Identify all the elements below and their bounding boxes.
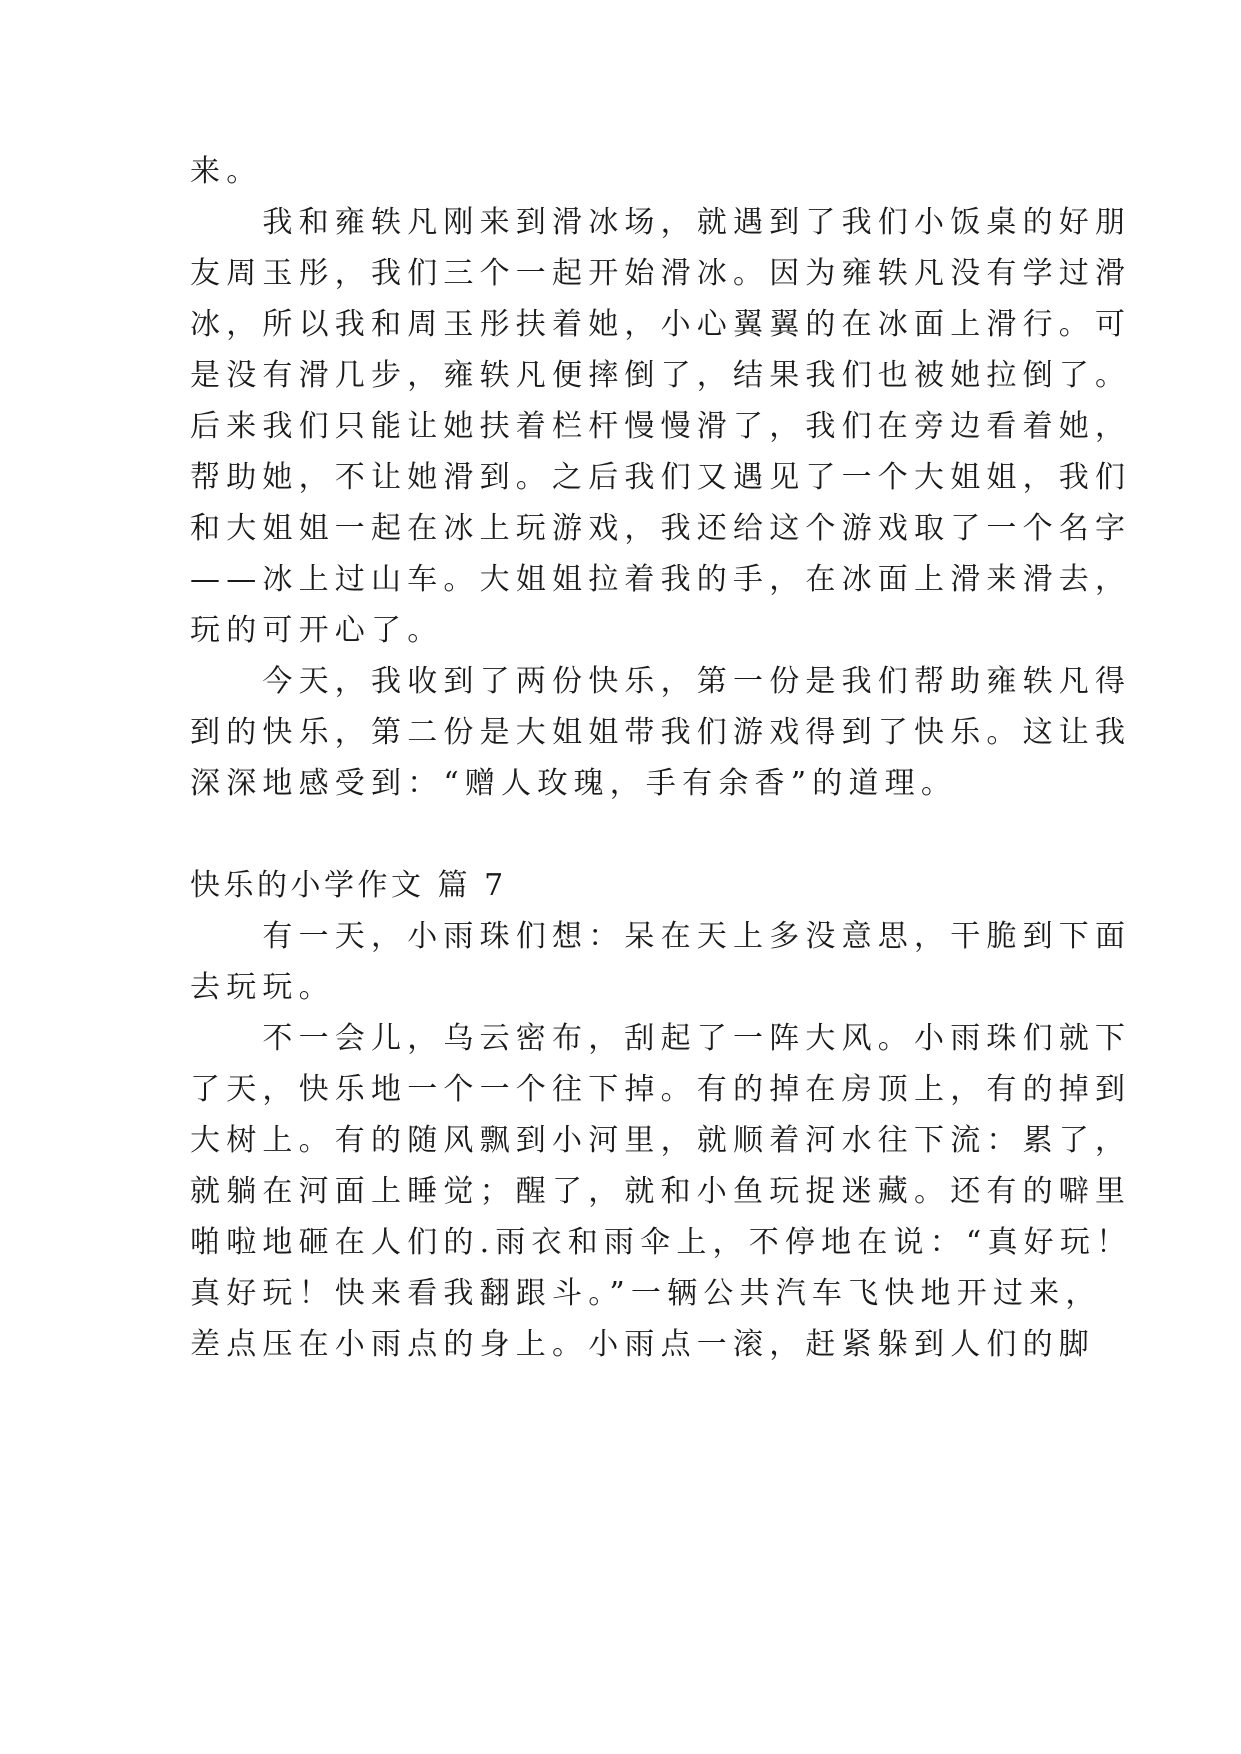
text-line: 就躺在河面上睡觉；醒了，就和小鱼玩捉迷藏。还有的噼里 [190, 1174, 1132, 1209]
text-line: 真好玩！快来看我翻跟斗。”一辆公共汽车飞快地开过来， [190, 1276, 1102, 1311]
text-line: 是没有滑几步，雍轶凡便摔倒了，结果我们也被她拉倒了。 [190, 358, 1132, 393]
text-line: 玩的可开心了。 [190, 613, 444, 648]
text-line: ——冰上过山车。大姐姐拉着我的手，在冰面上滑来滑去， [190, 562, 1132, 597]
text-line: 有一天，小雨珠们想：呆在天上多没意思，干脆到下面 [190, 919, 1132, 954]
text-line: 我和雍轶凡刚来到滑冰场，就遇到了我们小饭桌的好朋 [190, 205, 1132, 240]
text-line: 深深地感受到：“赠人玫瑰，手有余香”的道理。 [190, 766, 958, 801]
text-line: 去玩玩。 [190, 970, 335, 1005]
text-line: 帮助她，不让她滑到。之后我们又遇见了一个大姐姐，我们 [190, 460, 1132, 495]
text-line: 和大姐姐一起在冰上玩游戏，我还给这个游戏取了一个名字 [190, 511, 1132, 546]
text-line: 差点压在小雨点的身上。小雨点一滚，赶紧躲到人们的脚 [190, 1327, 1095, 1362]
text-line: 不一会儿，乌云密布，刮起了一阵大风。小雨珠们就下 [190, 1021, 1132, 1056]
text-line: 来。 [190, 154, 263, 189]
text-line: 冰，所以我和周玉彤扶着她，小心翼翼的在冰面上滑行。可 [190, 307, 1132, 342]
section-heading: 快乐的小学作文 篇 7 [190, 868, 507, 903]
text-line: 到的快乐，第二份是大姐姐带我们游戏得到了快乐。这让我 [190, 715, 1132, 750]
text-line: 了天，快乐地一个一个往下掉。有的掉在房顶上，有的掉到 [190, 1072, 1132, 1107]
text-line: 大树上。有的随风飘到小河里，就顺着河水往下流：累了， [190, 1123, 1132, 1158]
text-line: 后来我们只能让她扶着栏杆慢慢滑了，我们在旁边看着她， [190, 409, 1132, 444]
text-line: 友周玉彤，我们三个一起开始滑冰。因为雍轶凡没有学过滑 [190, 256, 1132, 291]
text-line: 啪啦地砸在人们的.雨衣和雨伞上，不停地在说：“真好玩！ [190, 1225, 1133, 1260]
text-line: 今天，我收到了两份快乐，第一份是我们帮助雍轶凡得 [190, 664, 1132, 699]
